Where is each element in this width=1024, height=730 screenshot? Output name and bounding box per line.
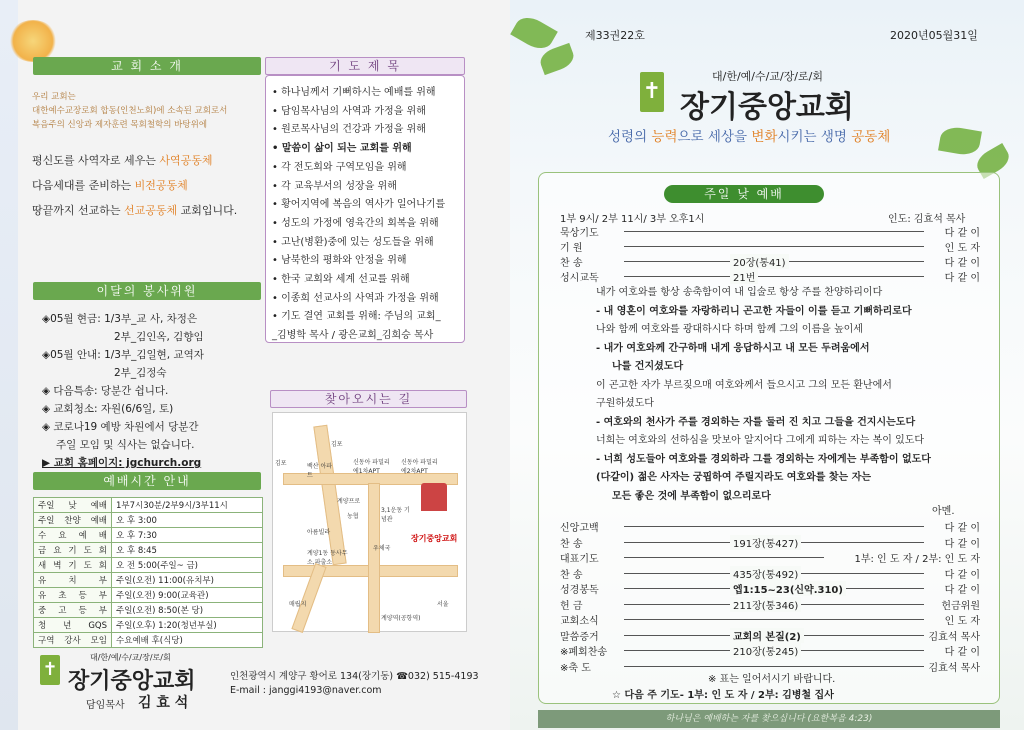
map-label: 서울 <box>437 601 449 608</box>
order-item-name: 찬 송 <box>560 569 583 581</box>
prayer-item: • 기도 결연 교회를 위해: 주님의 교회_ <box>272 311 441 323</box>
pastor-label: 담임목사 <box>86 700 125 711</box>
church-title: 장기중앙교회 <box>680 90 854 125</box>
order-leader-line <box>624 557 824 558</box>
schedule-time: 1부7시30분/2부9시/3부11시 <box>112 498 263 513</box>
order-item-name: 신앙고백 <box>560 523 599 534</box>
order-item-person: 김효석 목사 <box>928 631 980 643</box>
schedule-time: 주일(오전) 11:00(유치부) <box>112 573 263 588</box>
map-label: 매립지 <box>289 601 307 608</box>
prayer-item: • 각 교육부서의 성장을 위해 <box>272 180 397 192</box>
schedule-row <box>34 603 263 618</box>
order-item-person: 다 같 이 <box>944 538 980 550</box>
intro-heading: 교 회 소 개 <box>33 57 261 75</box>
duty-line: ◈ 교회청소: 자원(6/6일, 토) <box>42 403 174 415</box>
prayer-item: • 하나님께서 기뻐하시는 예배를 위해 <box>272 87 436 98</box>
prayer-item: • 황어지역에 복음의 역사가 일어나기를 <box>272 199 446 211</box>
volume-number: 제33권22호 <box>585 29 645 42</box>
prayer-item: • 담임목사님의 사역과 가정을 위해 <box>272 105 426 117</box>
litany-line: 모든 좋은 것에 부족함이 없으리로다 <box>612 490 771 502</box>
amen-text: 아멘. <box>932 506 955 517</box>
map-label: 농협 <box>347 513 359 520</box>
order-item-name: 교회소식 <box>560 616 599 627</box>
order-item-person: 1부: 인 도 자 / 2부: 인 도 자 <box>854 554 980 565</box>
schedule-row <box>34 618 263 633</box>
slogan-part: 공동체 <box>851 129 891 145</box>
schedule-name: 청 년 GQS <box>34 618 112 633</box>
duty-line: 2부_김정숙 <box>114 367 167 379</box>
duty-heading: 이달의 봉사위원 <box>33 282 261 300</box>
order-leader-line <box>624 526 924 527</box>
order-item-person: 다 같 이 <box>944 258 980 269</box>
order-item-name: 묵상기도 <box>560 228 599 239</box>
denomination-label: 대/한/예/수/교/장/로/회 <box>90 653 171 662</box>
service-leader: 인도: 김효석 목사 <box>888 214 966 225</box>
litany-line: (다같이) 젊은 사자는 궁핍하여 주릴지라도 여호와를 찾는 자는 <box>596 472 872 483</box>
service-times: 1부 9시/ 2부 11시/ 3부 오후1시 <box>560 214 705 225</box>
email[interactable]: E-mail : janggi4193@naver.com <box>230 685 382 696</box>
schedule-name: 수 요 예 배 <box>34 528 112 543</box>
order-item-name: 성시교독 <box>560 273 599 284</box>
prayer-item: • 원로목사님의 건강과 가정을 위해 <box>272 124 426 136</box>
schedule-name: 새 벽 기 도 회 <box>34 558 112 573</box>
order-leader-line <box>624 246 924 247</box>
map-label: 계양1동 동사무소,파출소 <box>307 550 348 566</box>
intro-highlight: 비전공동체 <box>134 179 188 192</box>
prayer-item: • 고난(병환)중에 있는 성도들을 위해 <box>272 236 434 248</box>
order-item-detail: 210장(통245) <box>730 643 801 658</box>
intro-highlight: 선교공동체 <box>124 204 178 217</box>
schedule-row <box>34 558 263 573</box>
duty-list <box>42 310 282 472</box>
intro-pre: 다음세대를 준비하는 <box>32 179 135 192</box>
intro-small-text <box>32 90 260 132</box>
order-item-person: 다 같 이 <box>944 569 980 581</box>
map-heading: 찾아오시는 길 <box>270 390 467 408</box>
slogan-part: 성령의 <box>608 129 652 145</box>
contact-block <box>230 670 479 698</box>
schedule-row <box>34 498 263 513</box>
prayer-heading: 기 도 제 목 <box>265 57 465 75</box>
map-label: 아름빌라 <box>307 529 331 536</box>
duty-line: ◈05월 현금: 1/3부_교 사, 차정은 <box>42 313 198 325</box>
map-label: 계양프로 <box>337 498 361 505</box>
prayer-item: • 한국 교회와 세계 선교를 위해 <box>272 274 410 286</box>
litany-line: 구원하셨도다 <box>596 398 654 409</box>
order-item-person: 헌금위원 <box>941 600 980 612</box>
order-leader-line <box>624 231 924 232</box>
order-item-person: 다 같 이 <box>944 523 980 534</box>
bulletin-date: 2020년05월31일 <box>890 29 978 42</box>
schedule-name: 유 치 부 <box>34 573 112 588</box>
duty-line: ◈ 코로나19 예방 차원에서 당분간 <box>42 421 199 433</box>
map-label: 김포 <box>331 441 343 448</box>
litany-line: - 너희 성도들아 여호와를 경외하라 그를 경외하는 자에게는 부족함이 없도다 <box>596 453 931 465</box>
order-leader-line <box>624 276 924 277</box>
schedule-row <box>34 543 263 558</box>
litany-line: 너희는 여호와의 선하심을 맛보아 알지어다 그에게 피하는 자는 복이 있도다 <box>596 435 925 446</box>
order-item-person: 인 도 자 <box>944 616 980 627</box>
church-logo-icon: ✝ <box>640 72 664 112</box>
order-item-detail: 교회의 본질(2) <box>730 628 804 643</box>
order-item-name: 대표기도 <box>560 554 599 565</box>
church-logo-icon: ✝ <box>40 655 60 685</box>
schedule-name: 금 요 기 도 회 <box>34 543 112 558</box>
litany-line: 나와 함께 여호와를 광대하시다 하며 함께 그의 이름을 높이세 <box>596 324 863 335</box>
intro-main-line <box>32 148 272 173</box>
footer-verse: 하나님은 예배하는 자를 찾으십니다 (요한복음 4:23) <box>538 710 1000 728</box>
schedule-row <box>34 588 263 603</box>
litany-line: 이 곤고한 자가 부르짖으매 여호와께서 들으시고 그의 모든 환난에서 <box>596 379 892 391</box>
schedule-row <box>34 528 263 543</box>
schedule-time: 오 후 8:45 <box>112 543 263 558</box>
order-leader-line <box>624 666 924 667</box>
slogan-part: 으로 세상을 <box>677 129 752 145</box>
schedule-time: 수요예배 후(식당) <box>112 633 263 648</box>
church-building-icon <box>421 483 447 511</box>
schedule-time: 오 전 5:00(주일~ 금) <box>112 558 263 573</box>
litany-line: - 여호와의 천사가 주를 경외하는 자를 둘러 진 치고 그들을 건지시는도다 <box>596 416 916 428</box>
map-label: 백산 아파트 <box>307 463 333 479</box>
prayer-item: • 이종희 선교사의 사역과 가정을 위해 <box>272 292 439 304</box>
schedule-time: 주일(오후) 1:20(청년부실) <box>112 618 263 633</box>
slogan-part: 능력 <box>651 129 678 145</box>
schedule-time: 주일(오전) 8:50(본 당) <box>112 603 263 618</box>
intro-line: 대한예수교장로회 합동(인천노회)에 소속된 교회로서 <box>32 106 228 116</box>
intro-main-line <box>32 173 272 198</box>
order-item-name: ※폐회찬송 <box>560 647 608 658</box>
schedule-name: 구역 강사 모임 <box>34 633 112 648</box>
litany-line: - 내 영혼이 여호와를 자랑하리니 곤고한 자들이 이를 듣고 기뻐하리로다 <box>596 305 912 317</box>
order-item-name: 기 원 <box>560 243 583 254</box>
standing-note: ※ 표는 일어서시기 바랍니다. <box>708 674 836 685</box>
map-label: 우체국 <box>373 545 391 552</box>
slogan-part: 변화 <box>751 129 778 145</box>
order-item-name: 헌 금 <box>560 600 583 612</box>
leaf-decoration-icon <box>938 125 982 158</box>
map-label: 김포 <box>275 460 287 467</box>
left-panel <box>0 0 510 730</box>
prayer-item: _김병학 목사 / 광은교회_김희승 목사 <box>272 330 434 342</box>
order-item-detail: 191장(통427) <box>730 535 801 550</box>
intro-pre: 평신도를 사역자로 세우는 <box>32 154 160 167</box>
map-label: 3,1운동 기념관 <box>381 507 410 523</box>
order-item-person: 다 같 이 <box>944 647 980 658</box>
litany-line: 나를 건지셨도다 <box>612 361 684 372</box>
schedule-row <box>34 633 263 648</box>
map-label: 계양역(공항역) <box>381 615 421 622</box>
prayer-item: • 남북한의 평화와 안정을 위해 <box>272 255 407 267</box>
map-label: 신동아 파밀리에2차APT <box>401 459 438 475</box>
prayer-list <box>265 75 465 343</box>
flower-decoration-icon <box>8 20 58 62</box>
pastor-name: 김 효 석 <box>138 695 189 711</box>
order-item-person: 다 같 이 <box>944 228 980 239</box>
intro-highlight: 사역공동체 <box>159 154 213 167</box>
order-item-person: 김효석 목사 <box>928 662 980 674</box>
schedule-time: 주일(오전) 9:00(교육관) <box>112 588 263 603</box>
schedule-name: 주일 낮 예배 <box>34 498 112 513</box>
church-slogan <box>608 125 890 145</box>
duty-line: ◈05월 안내: 1/3부_김일현, 교역자 <box>42 349 204 361</box>
map-road <box>368 483 380 633</box>
address: 인천광역시 계양구 황어로 134(장기동) ☎032) 515-4193 <box>230 671 479 682</box>
order-item-name: ※축 도 <box>560 662 591 674</box>
duty-line: 주일 모임 및 식사는 없습니다. <box>56 439 195 451</box>
left-stripe <box>0 0 18 730</box>
prayer-item: • 말씀이 삶이 되는 교회를 위해 <box>272 143 412 155</box>
order-item-detail: 21번 <box>730 269 758 284</box>
map-label: 신동아 파밀리에1차APT <box>353 459 390 475</box>
leaf-decoration-icon <box>510 12 558 55</box>
service-heading: 주일 낮 예배 <box>664 185 824 203</box>
duty-line: ◈ 다음특송: 당분간 쉽니다. <box>42 385 169 397</box>
slogan-part: 시키는 생명 <box>777 129 852 145</box>
order-item-name: 말씀증거 <box>560 631 599 643</box>
order-item-person: 다 같 이 <box>944 585 980 596</box>
homepage-link[interactable]: ▶ 교회 홈페이지: jgchurch.org <box>42 457 202 469</box>
church-name: 장기중앙교회 <box>68 669 196 694</box>
order-item-name: 찬 송 <box>560 258 583 269</box>
intro-pre: 땅끝까지 선교하는 <box>32 204 125 217</box>
schedule-heading: 예배시간 안내 <box>33 472 261 490</box>
intro-main-text <box>32 148 272 223</box>
intro-line: 복음주의 신앙과 제자훈련 목회철학의 바탕위에 <box>32 120 208 130</box>
order-item-person: 인 도 자 <box>944 243 980 254</box>
schedule-table <box>33 497 263 648</box>
schedule-name: 유 초 등 부 <box>34 588 112 603</box>
order-item-detail: 20장(통41) <box>730 254 789 269</box>
schedule-time: 오 후 7:30 <box>112 528 263 543</box>
order-item-name: 찬 송 <box>560 538 583 550</box>
order-item-name: 성경봉독 <box>560 585 599 596</box>
intro-main-line <box>32 198 272 223</box>
schedule-row <box>34 573 263 588</box>
intro-post: 교회입니다. <box>177 204 238 217</box>
map-church-label: 장기중앙교회 <box>411 534 458 543</box>
schedule-row <box>34 513 263 528</box>
intro-line: 우리 교회는 <box>32 92 76 102</box>
schedule-name: 주일 찬양 예배 <box>34 513 112 528</box>
order-leader-line <box>624 619 924 620</box>
denomination-label: 대/한/예/수/교/장/로/회 <box>712 70 823 83</box>
prayer-item: • 성도의 가정에 영육간의 회복을 위해 <box>272 217 439 229</box>
order-item-detail: 435장(통492) <box>730 566 801 581</box>
prayer-item: • 각 전도회와 구역모임을 위해 <box>272 161 407 173</box>
schedule-name: 중 고 등 부 <box>34 603 112 618</box>
order-item-detail: 엡1:15~23(신약.310) <box>730 581 846 596</box>
location-map <box>272 412 467 632</box>
litany-line: - 내가 여호와께 간구하매 내게 응답하시고 내 모든 두려움에서 <box>596 342 870 354</box>
order-item-person: 다 같 이 <box>944 273 980 284</box>
schedule-time: 오 후 3:00 <box>112 513 263 528</box>
duty-line: 2부_김인옥, 김향임 <box>114 331 204 343</box>
next-week-prayer: ☆ 다음 주 기도- 1부: 인 도 자 / 2부: 김병철 집사 <box>612 690 834 701</box>
litany-line: 내가 여호와를 항상 송축함이여 내 입술로 항상 주를 찬양하리이다 <box>596 287 883 298</box>
order-item-detail: 211장(통346) <box>730 597 801 612</box>
